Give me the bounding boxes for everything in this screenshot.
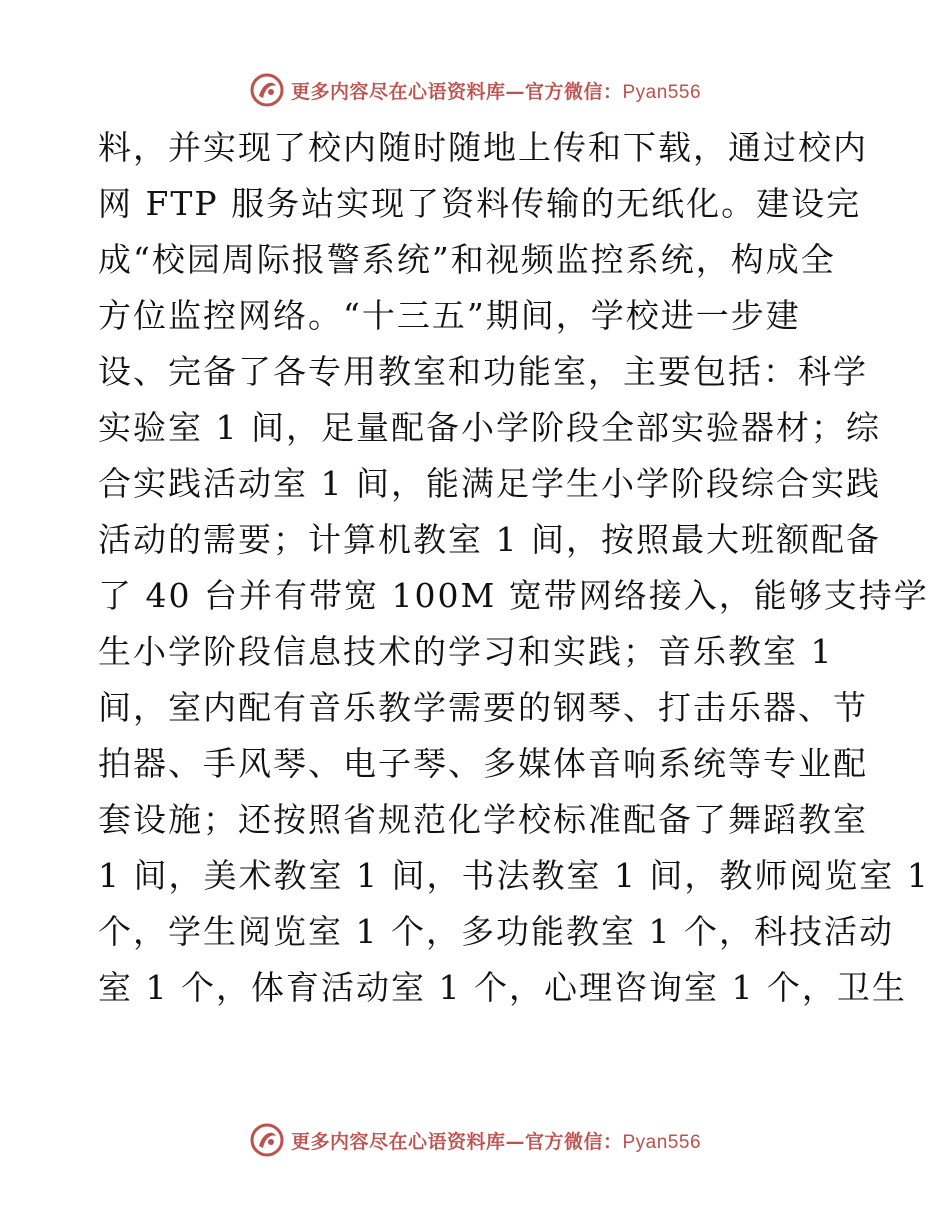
footer-brand-text [291, 1127, 701, 1154]
header-brand: 更多内容尽在心语资料库 [290, 80, 506, 103]
text-line: 设、完备了各专用教室和功能室，主要包括：科学 [98, 352, 868, 391]
red-swirl-logo-icon [249, 1122, 285, 1158]
text-line: 生小学阶段信息技术的学习和实践；音乐教室 1 [98, 632, 834, 671]
text-line: 个，学生阅览室 1 个，多功能教室 1 个，科技活动 [98, 912, 894, 951]
footer-separator: — [505, 1130, 525, 1153]
red-swirl-logo-icon [249, 72, 285, 108]
text-line: 网 FTP 服务站实现了资料传输的无纸化。建设完 [98, 184, 862, 223]
text-line: 合实践活动室 1 间，能满足学生小学阶段综合实践 [98, 464, 881, 503]
footer-wechat-label: 官方微信： [524, 1130, 623, 1153]
footer-watermark [0, 1120, 950, 1160]
header-separator: — [505, 80, 525, 103]
text-line: 了 40 台并有带宽 100M 宽带网络接入，能够支持学 [98, 576, 929, 615]
text-line: 室 1 个，体育活动室 1 个，心理咨询室 1 个，卫生 [98, 968, 907, 1007]
header-brand-text [291, 77, 701, 104]
document-body [98, 120, 930, 1016]
header-wechat-id: Pyan556 [622, 81, 702, 103]
text-line: 套设施；还按照省规范化学校标准配备了舞蹈教室 [98, 800, 868, 839]
header-wechat-label: 官方微信： [524, 80, 623, 103]
text-line: 活动的需要；计算机教室 1 间，按照最大班额配备 [98, 520, 881, 559]
footer-wechat-id: Pyan556 [622, 1131, 702, 1153]
text-line: 1 间，美术教室 1 间，书法教室 1 间，教师阅览室 1 [98, 856, 930, 895]
text-line: 成“校园周际报警系统”和视频监控系统，构成全 [98, 240, 836, 279]
footer-brand: 更多内容尽在心语资料库 [290, 1130, 506, 1153]
text-line: 料，并实现了校内随时随地上传和下载，通过校内 [98, 128, 868, 167]
text-line: 拍器、手风琴、电子琴、多媒体音响系统等专业配 [98, 744, 868, 783]
text-line: 实验室 1 间，足量配备小学阶段全部实验器材；综 [98, 408, 881, 447]
text-line: 方位监控网络。“十三五”期间，学校进一步建 [98, 296, 801, 335]
text-line: 间，室内配有音乐教学需要的钢琴、打击乐器、节 [98, 688, 868, 727]
header-watermark [0, 70, 950, 110]
